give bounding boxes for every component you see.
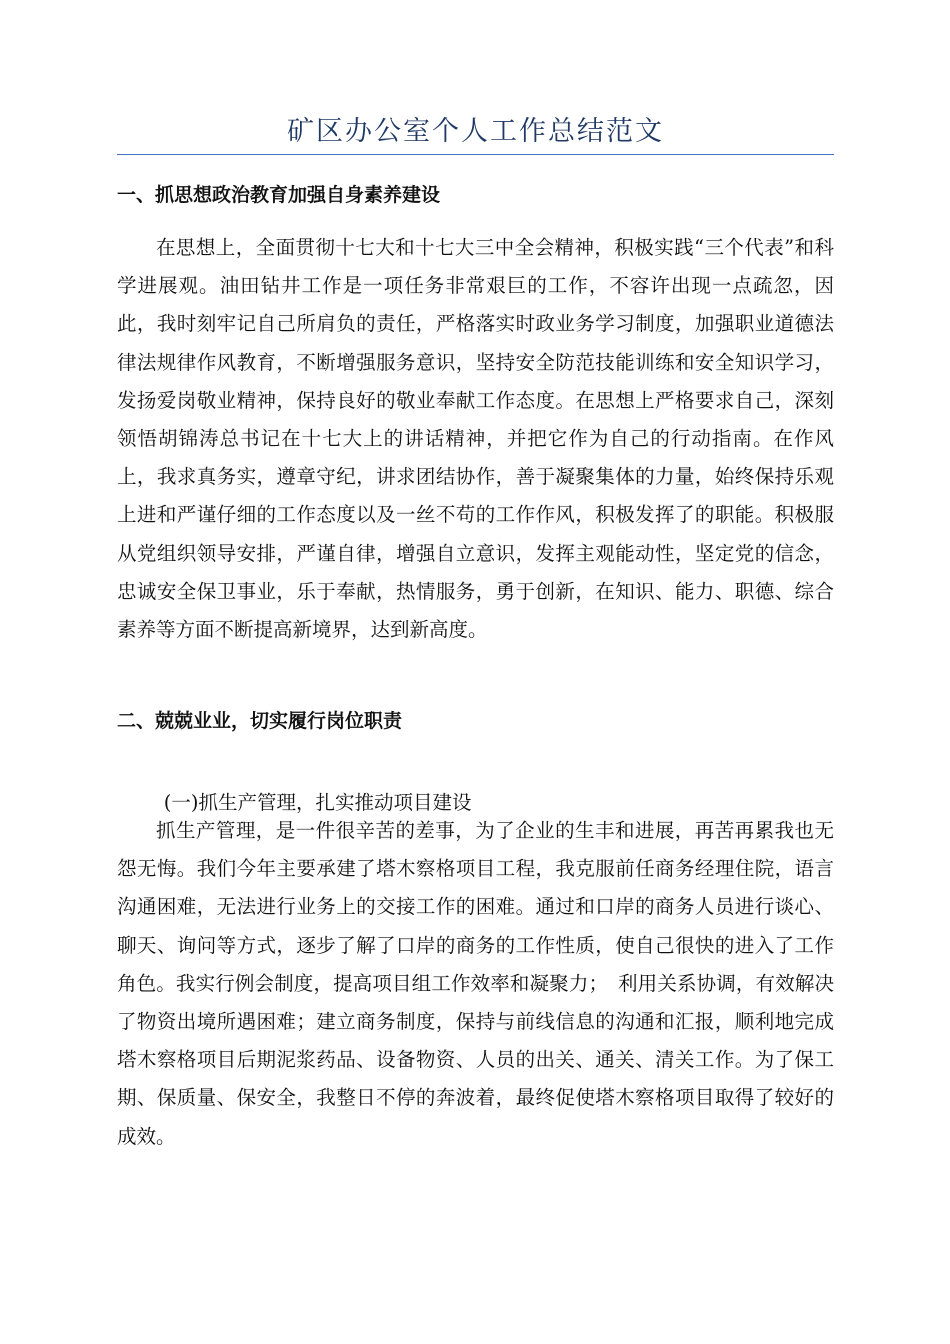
section-heading-1: 一、抓思想政治教育加强自身素养建设 [117,184,441,206]
subsection-heading: (一)抓生产管理，扎实推动项目建设 [163,791,472,814]
section-heading-2: 二、兢兢业业，切实履行岗位职责 [117,710,403,732]
section-paragraph-2: 抓生产管理，是一件很辛苦的差事，为了企业的生丰和进展，再苦再累我也无怨无悔。我们今年主要承建了塔木察格项目工程，我克服前任商务经理住院，语言沟通困难，无法进行业务上的交接工作的困难。通过和口岸的商务人员进行谈心、聊天、询问等方式，逐步了解了口岸的商务的工作性质，使自己很快的进入了工作角色。我实行例会制度，提高项目组工作效率和凝聚力； 利用关系协调，有效解决了物资出境所遇困难；建立商务制度，保持与前线信息的沟通和汇报，顺利地完成塔木察格项目后期泥浆药品、设备物资、人员的出关、通关、清关工作。为了保工期、保质量、保安全，我整日不停的奔波着，最终促使塔木察格项目取得了较好的成效。 [117,819,834,1148]
title-underline [117,154,834,155]
document-title: 矿区办公室个人工作总结范文 [287,116,664,147]
section-paragraph-1: 在思想上，全面贯彻十七大和十七大三中全会精神，积极实践“三个代表”和科学进展观。油田钻井工作是一项任务非常艰巨的工作，不容许出现一点疏忽，因此，我时刻牢记自己所肩负的责任，严格落实时政业务学习制度，加强职业道德法律法规律作风教育，不断增强服务意识，坚持安全防范技能训练和安全知识学习，发扬爱岗敬业精神，保持良好的敬业奉献工作态度。在思想上严格要求自己，深刻领悟胡锦涛总书记在十七大上的讲话精神，并把它作为自己的行动指南。在作风上，我求真务实，遵章守纪，讲求团结协作，善于凝聚集体的力量，始终保持乐观上进和严谨仔细的工作态度以及一丝不苟的工作作风，积极发挥了的职能。积极服从党组织领导安排，严谨自律，增强自立意识，发挥主观能动性，坚定党的信念，忠诚安全保卫事业，乐于奉献，热情服务，勇于创新，在知识、能力、职德、综合素养等方面不断提高新境界，达到新高度。 [117,236,834,642]
